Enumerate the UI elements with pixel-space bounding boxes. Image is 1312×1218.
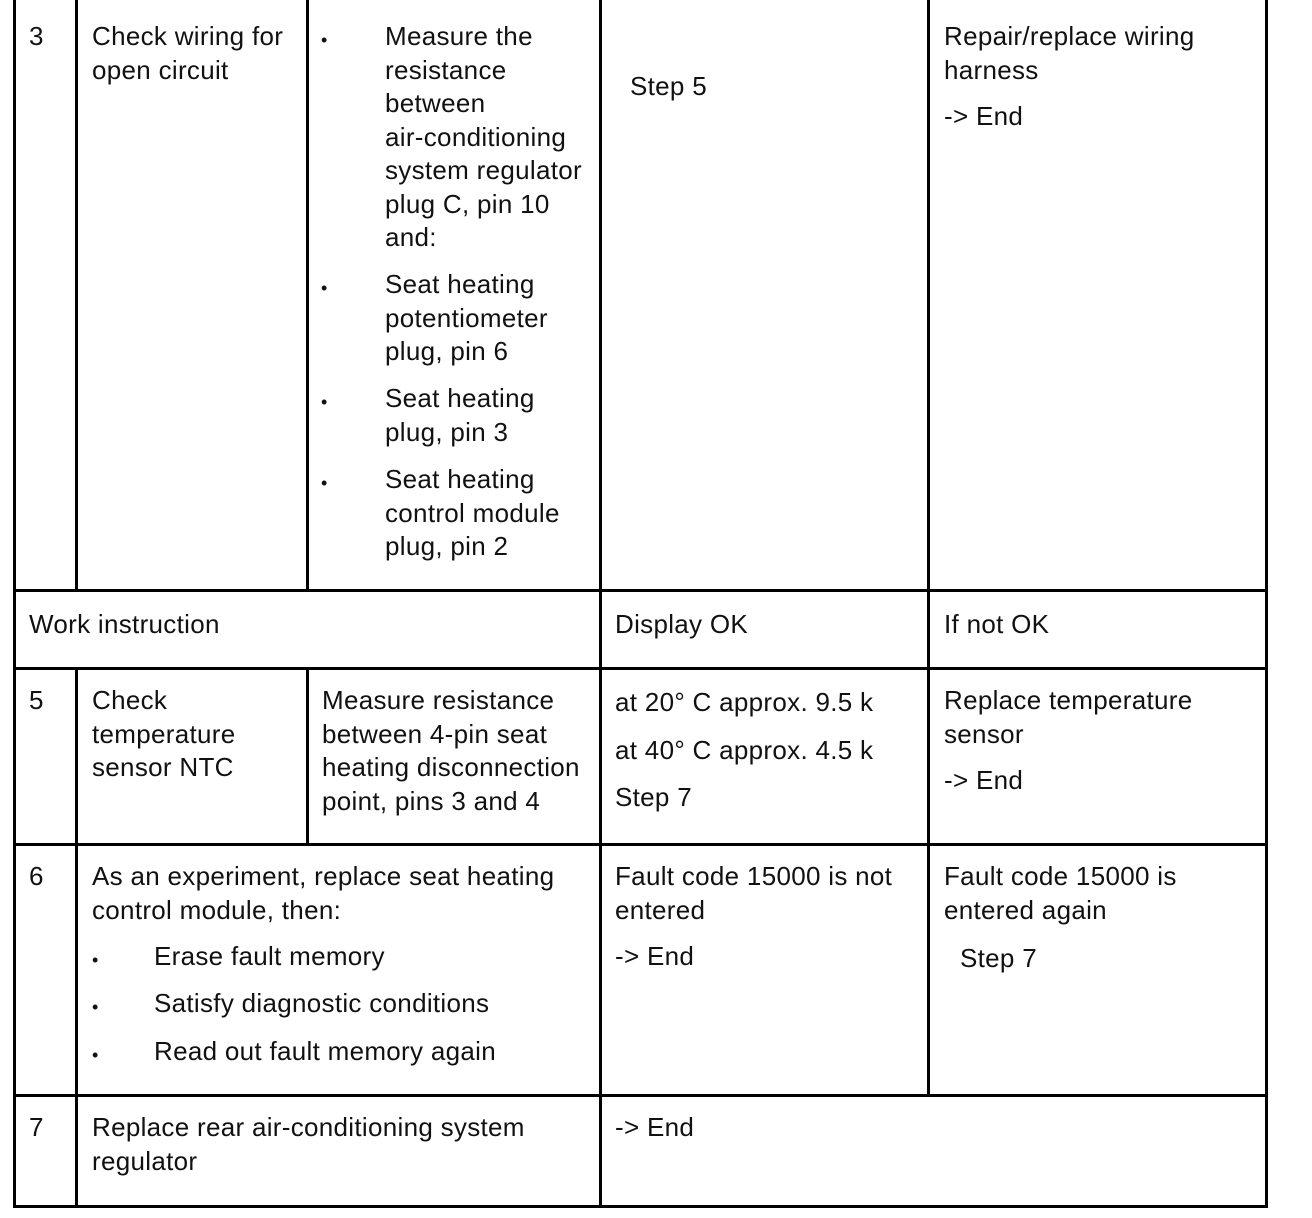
- row3-ok-result: Step 5: [630, 71, 707, 101]
- row6-not-ok-line: entered again: [944, 894, 1107, 925]
- row7-result: -> End: [615, 1112, 695, 1142]
- column-divider: [599, 0, 602, 1208]
- header-work-instruction: Work instruction: [29, 609, 220, 639]
- row5-action-line: Check: [92, 685, 168, 715]
- row3-action-line: open circuit: [92, 54, 229, 85]
- row5-ok-step: Step 7: [615, 782, 692, 812]
- step-number-5: 5: [29, 685, 44, 715]
- row6-bullet-item: Satisfy diagnostic conditions: [154, 988, 490, 1018]
- column-divider: [306, 668, 309, 844]
- row5-measure-line: heating disconnection: [322, 752, 580, 782]
- row3-target-line: Seat heating: [385, 383, 535, 413]
- row3-action-line: Check wiring for: [92, 21, 284, 51]
- step-number-7: 7: [29, 1112, 44, 1142]
- row3-intro-line: between: [385, 88, 486, 118]
- row5-not-ok-line: sensor: [944, 718, 1024, 749]
- row3-intro-line: plug C, pin 10: [385, 188, 550, 219]
- row3-intro-line: and:: [385, 222, 437, 252]
- row5-not-ok-end: -> End: [944, 765, 1024, 795]
- step-number-3: 3: [29, 21, 44, 51]
- row3-intro-line: air-conditioning: [385, 121, 567, 152]
- row5-measure-line: Measure resistance: [322, 685, 555, 715]
- bullet-icon: •: [92, 1045, 99, 1065]
- row3-intro-line: Measure the: [385, 21, 533, 51]
- row3-target-line: Seat heating: [385, 464, 535, 494]
- row6-not-ok-line: Fault code 15000 is: [944, 861, 1177, 891]
- bullet-icon: •: [92, 997, 99, 1017]
- row5-ok-value: at 20° C approx. 9.5 k: [615, 687, 874, 717]
- row3-target-line: plug, pin 3: [385, 416, 509, 447]
- row-divider: [13, 589, 1268, 592]
- row6-instruction-line: control module, then:: [92, 894, 342, 925]
- row5-action-line: temperature: [92, 718, 236, 749]
- row6-instruction-line: As an experiment, replace seat heating: [92, 861, 555, 891]
- row5-not-ok-line: Replace temperature: [944, 685, 1193, 715]
- row5-measure-line: point, pins 3 and 4: [322, 785, 541, 816]
- row6-not-ok-step: Step 7: [960, 943, 1037, 973]
- step-number-6: 6: [29, 861, 44, 891]
- column-divider: [927, 0, 930, 1096]
- bullet-icon: •: [92, 950, 99, 970]
- column-divider: [306, 0, 309, 590]
- row5-action-line: sensor NTC: [92, 752, 234, 782]
- row6-bullet-item: Erase fault memory: [154, 941, 385, 971]
- bullet-icon: •: [321, 473, 328, 493]
- row6-bullet-item: Read out fault memory again: [154, 1036, 496, 1066]
- row-divider: [13, 843, 1268, 846]
- header-if-not-ok: If not OK: [944, 609, 1050, 639]
- row3-target-line: control module: [385, 497, 560, 528]
- row3-target-line: plug, pin 6: [385, 336, 509, 366]
- table-border-bottom: [13, 1205, 1268, 1208]
- row3-not-ok-line: harness: [944, 54, 1039, 85]
- bullet-icon: •: [321, 30, 328, 50]
- row3-not-ok-line: Repair/replace wiring: [944, 21, 1195, 51]
- row3-intro-line: system regulator: [385, 155, 582, 185]
- row7-instruction-line: regulator: [92, 1145, 198, 1176]
- row3-target-line: Seat heating: [385, 269, 535, 299]
- bullet-icon: •: [321, 392, 328, 412]
- row6-ok-end: -> End: [615, 941, 695, 971]
- table-border-right: [1265, 0, 1268, 1208]
- row3-target-line: potentiometer: [385, 302, 548, 333]
- row-divider: [13, 1094, 1268, 1097]
- row7-instruction-line: Replace rear air-conditioning system: [92, 1112, 525, 1142]
- header-display-ok: Display OK: [615, 609, 749, 639]
- row5-ok-value: at 40° C approx. 4.5 k: [615, 735, 874, 765]
- row3-not-ok-end: -> End: [944, 101, 1024, 131]
- row-divider: [13, 667, 1268, 670]
- row6-ok-line: Fault code 15000 is not: [615, 861, 893, 891]
- row3-intro-line: resistance: [385, 54, 507, 85]
- column-divider: [75, 668, 78, 1208]
- row3-target-line: plug, pin 2: [385, 531, 509, 561]
- row6-ok-line: entered: [615, 894, 706, 925]
- column-divider: [75, 0, 78, 590]
- row5-measure-line: between 4-pin seat: [322, 718, 548, 749]
- bullet-icon: •: [321, 278, 328, 298]
- table-border-left: [13, 0, 16, 1208]
